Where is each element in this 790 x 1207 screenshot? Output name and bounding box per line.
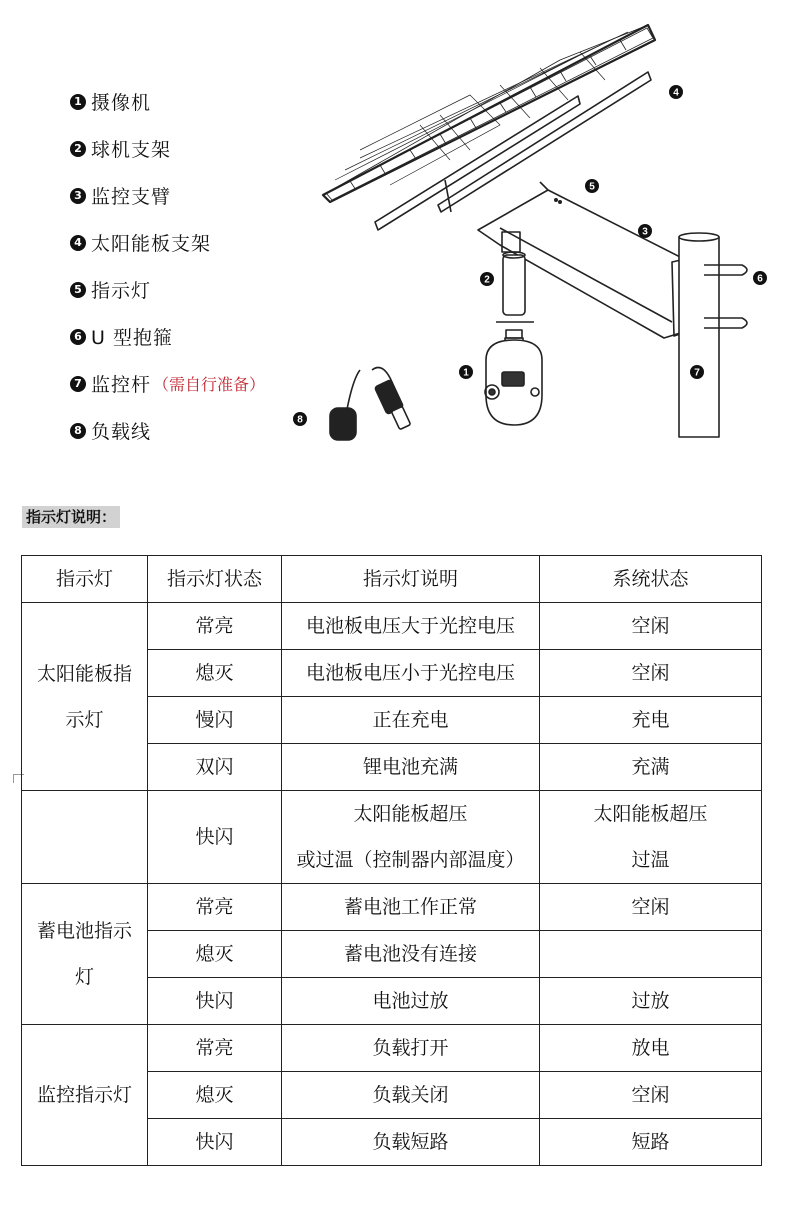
table-header: 指示灯说明 (282, 556, 540, 603)
callout-8 (293, 412, 307, 426)
state-cell: 熄灭 (148, 931, 282, 978)
group-monitor-indicator (22, 1025, 148, 1166)
legend-number: 6 (70, 329, 86, 345)
desc-cell: 电池板电压大于光控电压 (282, 603, 540, 650)
state-cell: 常亮 (148, 1025, 282, 1072)
system-cell: 空闲 (540, 884, 762, 931)
desc-line: 或过温（控制器内部温度） (296, 849, 525, 871)
table-row (22, 791, 762, 884)
system-line: 过温 (631, 849, 670, 871)
legend-number: 7 (70, 376, 86, 392)
state-cell: 熄灭 (148, 650, 282, 697)
legend-label: 负载线 (91, 421, 152, 443)
legend-label: 摄像机 (91, 92, 152, 114)
callout-3 (638, 224, 652, 238)
legend-label: 指示灯 (91, 280, 152, 302)
callout-7 (690, 365, 704, 379)
group-name-line: 监控指示灯 (36, 1084, 132, 1106)
desc-cell: 负载短路 (282, 1119, 540, 1166)
table-header: 指示灯 (22, 556, 148, 603)
table-row (22, 1025, 762, 1072)
legend-label: 太阳能板支架 (91, 233, 212, 255)
dome-bracket (496, 232, 534, 338)
legend-label: U 型抱箍 (91, 327, 173, 349)
state-cell: 快闪 (148, 791, 282, 884)
group-name-line: 太阳能板指 (36, 662, 132, 685)
load-cable (330, 368, 411, 441)
desc-cell: 负载打开 (282, 1025, 540, 1072)
callout-label: 1 (463, 367, 469, 379)
legend-number: 1 (70, 94, 86, 110)
desc-cell: 电池过放 (282, 978, 540, 1025)
desc-cell: 锂电池充满 (282, 744, 540, 791)
callout-label: 8 (297, 414, 303, 426)
callout-1 (459, 365, 473, 379)
system-cell (540, 791, 762, 884)
desc-cell: 蓄电池没有连接 (282, 931, 540, 978)
indicator-table (21, 555, 762, 1166)
table-row (22, 884, 762, 931)
desc-cell: 蓄电池工作正常 (282, 884, 540, 931)
group-blank (22, 791, 148, 884)
solar-panel (323, 25, 655, 202)
legend-number: 5 (70, 282, 86, 298)
callout-label: 6 (757, 273, 763, 285)
state-cell: 常亮 (148, 884, 282, 931)
installation-diagram (0, 0, 790, 460)
group-battery-indicator (22, 884, 148, 1025)
callout-2 (480, 272, 494, 286)
state-cell: 快闪 (148, 1119, 282, 1166)
desc-cell: 电池板电压小于光控电压 (282, 650, 540, 697)
callout-label: 3 (642, 226, 648, 238)
callout-6 (753, 271, 767, 285)
state-cell: 双闪 (148, 744, 282, 791)
legend-number: 3 (70, 188, 86, 204)
system-cell: 充满 (540, 744, 762, 791)
system-cell: 过放 (540, 978, 762, 1025)
system-line: 太阳能板超压 (593, 803, 708, 825)
system-cell (540, 931, 762, 978)
legend-number: 8 (70, 423, 86, 439)
state-cell: 熄灭 (148, 1072, 282, 1119)
table-header: 指示灯状态 (148, 556, 282, 603)
group-name-line: 灯 (74, 966, 94, 988)
legend-label: 监控杆 (91, 374, 152, 396)
system-cell: 充电 (540, 697, 762, 744)
desc-cell: 负载关闭 (282, 1072, 540, 1119)
group-solar-indicator (22, 603, 148, 791)
callout-label: 4 (673, 87, 679, 99)
group-name-line: 蓄电池指示 (36, 920, 132, 942)
system-cell: 放电 (540, 1025, 762, 1072)
table-header: 系统状态 (540, 556, 762, 603)
table-row (22, 603, 762, 650)
legend-label: 球机支架 (91, 139, 172, 161)
callout-label: 2 (484, 274, 490, 286)
state-cell: 快闪 (148, 978, 282, 1025)
legend-label: 监控支臂 (91, 186, 172, 208)
callout-label: 5 (589, 181, 595, 193)
state-cell: 慢闪 (148, 697, 282, 744)
state-cell: 常亮 (148, 603, 282, 650)
desc-cell: 正在充电 (282, 697, 540, 744)
table-header-row (22, 556, 762, 603)
callout-label: 7 (694, 367, 700, 379)
system-cell: 空闲 (540, 1072, 762, 1119)
system-cell: 空闲 (540, 603, 762, 650)
callout-4 (669, 85, 683, 99)
legend-number: 4 (70, 235, 86, 251)
system-cell: 空闲 (540, 650, 762, 697)
group-name-line: 示灯 (65, 708, 104, 731)
desc-cell (282, 791, 540, 884)
legend-number: 2 (70, 141, 86, 157)
legend-note: （需自行准备） (153, 375, 266, 394)
system-cell: 短路 (540, 1119, 762, 1166)
section-title: 指示灯说明： (22, 506, 120, 528)
pole (679, 233, 719, 437)
desc-line: 太阳能板超压 (353, 803, 468, 825)
callout-5 (585, 179, 599, 193)
dome-camera (485, 338, 542, 425)
